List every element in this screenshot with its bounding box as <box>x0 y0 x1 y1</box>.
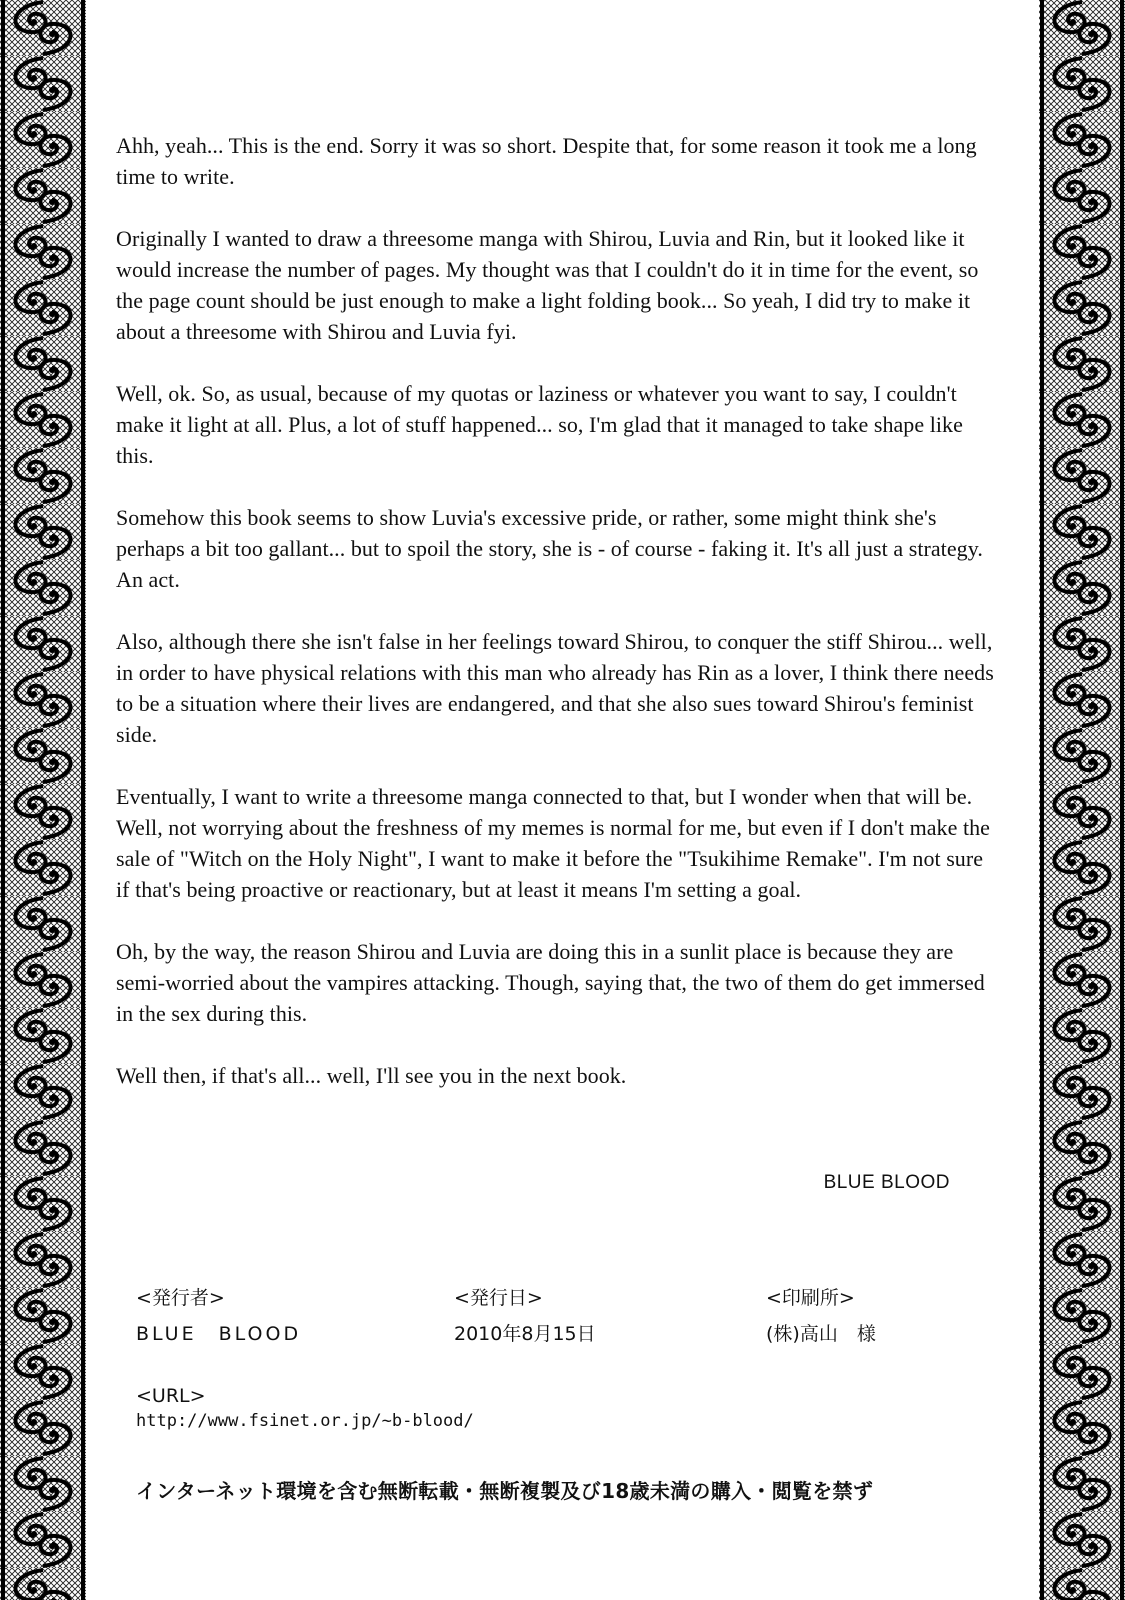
author-signature: BLUE BLOOD <box>823 1172 950 1193</box>
colophon-values-row <box>136 1319 956 1355</box>
printer-label: <印刷所> <box>766 1287 855 1309</box>
ornamental-border-right <box>1039 0 1125 1600</box>
afterword-paragraph-2: Originally I wanted to draw a threesome manga with Shirou, Luvia and Rin, but it looked like it would increase the number of pages. My thought was that I couldn't do it in time for the event, so the page count should be just enough to make a light folding book... So yeah, I did try to make it about a threesome with Shirou and Luvia fyi. <box>116 226 979 344</box>
date-value: 2010年8月15日 <box>454 1323 596 1345</box>
afterword-paragraph-5: Also, although there she isn't false in her feelings toward Shirou, to conquer the stiff Shirou... well, in order to have physical relations with this man who already has Rin as a lover, I think there needs to be a situation where their lives are endangered, and that she also sues toward Shirou's feminist side. <box>116 629 994 747</box>
afterword-body <box>116 130 996 1122</box>
url-link[interactable]: http://www.fsinet.or.jp/~b-blood/ <box>136 1411 474 1431</box>
colophon <box>136 1283 956 1504</box>
afterword-paragraph-6: Eventually, I want to write a threesome manga connected to that, but I wonder when that will be. Well, not worrying about the freshness of my memes is normal for me, but even if I don't make the sale of "Witch on the Holy Night", I want to make it before the "Tsukihime Remake". I'm not sure if that's being proactive or reactionary, but at least it means I'm setting a goal. <box>116 784 990 902</box>
colophon-labels-row <box>136 1283 956 1319</box>
date-label: <発行日> <box>454 1287 543 1309</box>
afterword-paragraph-3: Well, ok. So, as usual, because of my quotas or laziness or whatever you want to say, I couldn't make it light at all. Plus, a lot of stuff happened... so, I'm glad that it managed to take shape like this. <box>116 381 963 468</box>
afterword-paragraph-8: Well then, if that's all... well, I'll see you in the next book. <box>116 1063 627 1088</box>
ornamental-border-left <box>0 0 86 1600</box>
afterword-paragraph-4: Somehow this book seems to show Luvia's excessive pride, or rather, some might think she's perhaps a bit too gallant... but to spoil the story, she is - of course - faking it. It's all just a strategy. An act. <box>116 505 983 592</box>
publisher-value: BLUE BLOOD <box>136 1323 302 1345</box>
url-label: <URL> <box>136 1385 206 1407</box>
copyright-notice: インターネット環境を含む無断転載・無断複製及び18歳未満の購入・閲覧を禁ず <box>136 1479 874 1503</box>
printer-value: (株)高山 様 <box>766 1323 876 1345</box>
afterword-paragraph-1: Ahh, yeah... This is the end. Sorry it was so short. Despite that, for some reason it took me a long time to write. <box>116 133 977 189</box>
publisher-label: <発行者> <box>136 1287 225 1309</box>
afterword-paragraph-7: Oh, by the way, the reason Shirou and Luvia are doing this in a sunlit place is because they are semi-worried about the vampires attacking. Though, saying that, the two of them do get immersed in the sex during this. <box>116 939 985 1026</box>
